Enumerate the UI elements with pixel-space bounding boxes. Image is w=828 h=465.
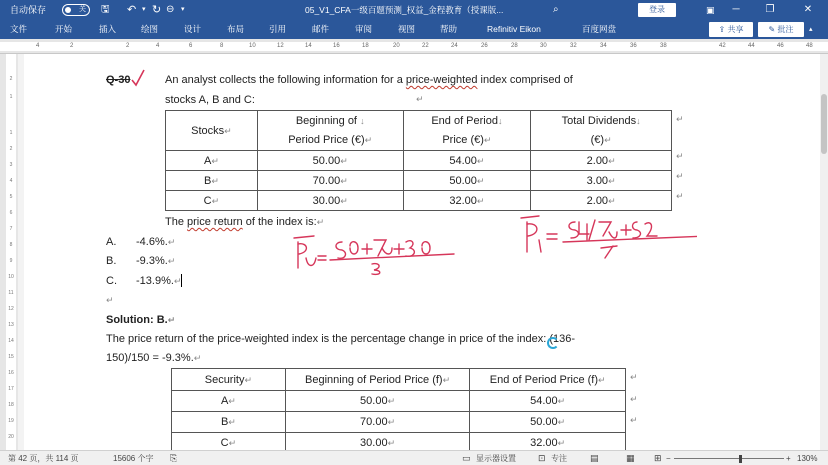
redo-icon[interactable]: ↻ [152, 4, 162, 16]
ruler-number: 10 [249, 43, 256, 49]
web-layout-icon[interactable]: ⊞ [654, 453, 662, 463]
ruler-number: 44 [748, 43, 755, 49]
vruler-number: 4 [9, 178, 13, 184]
tab-file[interactable]: 文件 [10, 24, 28, 34]
vruler-number: 2 [9, 76, 13, 82]
tab-help[interactable]: 帮助 [440, 24, 458, 34]
horizontal-ruler[interactable] [0, 39, 828, 54]
header-end-price: End of Period↓ Price (€)↵ [403, 111, 531, 151]
table-cell: C↵ [166, 191, 258, 211]
question-prompt: The price return of the index is:↵ [165, 216, 325, 228]
ruler-number: 46 [777, 43, 784, 49]
ruler-number: 6 [189, 43, 193, 49]
ruler-number: 24 [451, 43, 458, 49]
row-end-mark: ↵ [676, 191, 684, 201]
option-letter: A. [106, 236, 117, 248]
table-row [172, 412, 626, 433]
vruler-number: 1 [9, 94, 13, 100]
autosave-state: 关 [79, 6, 86, 13]
checkmark-annotation [131, 68, 145, 88]
header-security: Security↵ [172, 369, 286, 391]
page-counter[interactable]: 第 42 页，共 114 页 [8, 454, 79, 463]
table-cell: C↵ [172, 433, 286, 454]
header-total-dividends: Total Dividends↓ (€)↵ [531, 111, 672, 151]
toggle-knob [65, 7, 71, 13]
zoom-in-button[interactable]: + [786, 454, 791, 463]
ribbon-tabs [0, 20, 828, 39]
ruler-number: 34 [600, 43, 607, 49]
print-layout-icon[interactable]: ▦ [626, 453, 635, 463]
vruler-number: 17 [8, 386, 14, 392]
price-return-highlight: price return [187, 216, 243, 228]
table-row [166, 191, 672, 211]
vruler-number: 16 [8, 370, 14, 376]
table-cell: 30.00↵ [285, 433, 470, 454]
scrollbar-thumb[interactable] [821, 94, 827, 154]
tab-refinitiv-eikon[interactable]: Refinitiv Eikon [487, 24, 541, 34]
vruler-number: 2 [9, 146, 13, 152]
prompt-post: of the index is: [245, 216, 317, 228]
ruler-number: 12 [277, 43, 284, 49]
ruler-number: 20 [393, 43, 400, 49]
ruler-number: 22 [422, 43, 429, 49]
minimize-icon[interactable]: ─ [732, 4, 740, 15]
read-mode-icon[interactable]: ▤ [590, 453, 599, 463]
word-count[interactable]: 15606 个字 [113, 454, 154, 463]
handwritten-formula-p1 [517, 212, 697, 264]
table-cell: B↵ [166, 171, 258, 191]
table-cell: B↵ [172, 412, 286, 433]
table-cell: 70.00↵ [257, 171, 403, 191]
option-a-text: -4.6%.↵ [136, 236, 176, 248]
ruler-number: 48 [806, 43, 813, 49]
price-weighted-highlight: price-weighted [405, 74, 478, 86]
search-icon[interactable]: ⌕ [553, 4, 559, 15]
share-icon: ⇪ [718, 25, 726, 34]
vruler-number: 7 [9, 226, 13, 232]
share-label: 共享 [727, 25, 744, 34]
row-end-mark: ↵ [676, 151, 684, 161]
solution-text-line-2: 150)/150 = -9.3%.↵ [106, 352, 202, 364]
vruler-number: 8 [9, 242, 13, 248]
focus-label[interactable]: 专注 [551, 454, 567, 463]
question-text-line-2: stocks A, B and C: [165, 94, 255, 106]
tab-baidu-netdisk[interactable]: 百度网盘 [582, 24, 617, 34]
zoom-slider-thumb[interactable] [739, 455, 742, 463]
option-a [106, 236, 116, 248]
table-row [166, 151, 672, 171]
status-bar [0, 450, 828, 465]
vruler-number: 11 [8, 290, 14, 296]
table-cell: 70.00↵ [285, 412, 470, 433]
table-cell: 32.00↵ [470, 433, 626, 454]
table-header-row [172, 369, 626, 391]
save-icon[interactable]: 🖫 [101, 4, 110, 15]
paragraph-mark: ↵ [416, 94, 424, 104]
option-letter: B. [106, 255, 117, 267]
login-button[interactable]: 登录 [638, 3, 676, 17]
ruler-number: 32 [570, 43, 577, 49]
vruler-number: 13 [8, 322, 14, 328]
tab-design[interactable]: 设计 [184, 24, 202, 34]
ruler-number: 26 [481, 43, 488, 49]
document-title: 05_V1_CFA一级百题预测_权益_金程教育（授课版... [305, 5, 504, 15]
option-c [106, 275, 117, 287]
header-end-period-price: End of Period Price (f)↵ [470, 369, 626, 391]
zoom-out-button[interactable]: − [666, 454, 671, 463]
vruler-number: 20 [8, 434, 14, 440]
comments-label: 批注 [777, 25, 794, 34]
autosave-toggle[interactable] [62, 4, 90, 16]
ruler-number: 14 [305, 43, 312, 49]
vruler-number: 14 [8, 338, 14, 344]
undo-dropdown-icon[interactable]: ▾ [142, 6, 146, 13]
zoom-slider[interactable] [674, 458, 784, 459]
display-settings-label[interactable]: 显示器设置 [476, 454, 516, 463]
prompt-pre: The [165, 216, 184, 228]
table-cell: 54.00↵ [470, 391, 626, 412]
ruler-number: 30 [540, 43, 547, 49]
vruler-number: 10 [8, 274, 14, 280]
option-c-text: -13.9%.↵ [136, 275, 182, 287]
ruler-number: 28 [511, 43, 518, 49]
display-settings-icon[interactable]: ▭ [462, 453, 471, 463]
question-text-part-2: index comprised of [480, 74, 573, 86]
ruler-number: 4 [156, 43, 160, 49]
table-cell: 50.00↵ [285, 391, 470, 412]
header-stocks: Stocks↵ [166, 111, 258, 151]
row-end-mark: ↵ [630, 372, 638, 382]
text-cursor [181, 274, 182, 287]
paragraph-mark: ↵ [106, 295, 114, 305]
option-b [106, 255, 116, 267]
row-end-mark: ↵ [676, 171, 684, 181]
tab-review[interactable]: 审阅 [355, 24, 373, 34]
vruler-number: 6 [9, 210, 13, 216]
solution-text-line-1: The price return of the price-weighted index is the percentage change in price of the index: (136- [106, 333, 575, 345]
ruler-number: 42 [719, 43, 726, 49]
proofing-icon[interactable]: ⎘ [170, 453, 178, 463]
comment-icon: ✎ [768, 25, 776, 34]
restore-icon[interactable]: ❐ [765, 4, 775, 15]
stock-price-table [165, 110, 672, 211]
customize-toolbar-icon[interactable]: ⊖ [166, 4, 175, 15]
table-header-row [166, 111, 672, 151]
vruler-number: 19 [8, 418, 14, 424]
ruler-number: 36 [630, 43, 637, 49]
vruler-number: 18 [8, 402, 14, 408]
option-b-text: -9.3%.↵ [136, 255, 176, 267]
table-row [166, 171, 672, 191]
ruler-number: 16 [333, 43, 340, 49]
table-cell: 30.00↵ [257, 191, 403, 211]
undo-icon[interactable]: ↶ [127, 4, 137, 16]
table-cell: A↵ [166, 151, 258, 171]
vruler-number: 15 [8, 354, 14, 360]
question-text-line-1 [165, 74, 573, 86]
vruler-number: 1 [9, 130, 13, 136]
solution-label: Solution: B.↵ [106, 314, 176, 326]
document-page[interactable] [24, 54, 828, 450]
title-bar [0, 0, 828, 20]
table-cell: 50.00↵ [257, 151, 403, 171]
row-end-mark: ↵ [630, 394, 638, 404]
tab-draw[interactable]: 绘图 [141, 24, 159, 34]
table-cell: 3.00↵ [531, 171, 672, 191]
handwritten-formula-p0 [286, 220, 466, 276]
focus-icon[interactable]: ⊡ [538, 453, 546, 463]
tab-mailings[interactable]: 邮件 [312, 24, 330, 34]
vruler-number: 5 [9, 194, 13, 200]
ribbon-collapse-icon[interactable]: ▴ [809, 26, 813, 33]
question-number: Q-30 [106, 74, 131, 86]
ruler-number: 18 [362, 43, 369, 49]
vertical-ruler[interactable] [0, 54, 18, 450]
comments-button[interactable] [758, 22, 804, 37]
ruler-number: 38 [660, 43, 667, 49]
table-cell: 32.00↵ [403, 191, 531, 211]
table-cell: A↵ [172, 391, 286, 412]
tab-view[interactable]: 视图 [398, 24, 416, 34]
tab-insert[interactable]: 插入 [99, 24, 117, 34]
table-cell: 50.00↵ [470, 412, 626, 433]
ruler-number: 4 [36, 43, 40, 49]
ribbon-display-icon[interactable]: ▣ [706, 5, 715, 15]
zoom-level[interactable]: 130% [797, 454, 818, 463]
vruler-number: 9 [9, 258, 13, 264]
share-button[interactable] [709, 22, 753, 37]
autosave-label: 自动保存 [10, 5, 47, 15]
toolbar-dropdown-icon[interactable]: ▾ [181, 6, 185, 13]
table-cell: 2.00↵ [531, 191, 672, 211]
question-text-part-1: An analyst collects the following information for a [165, 74, 403, 86]
vruler-number: 12 [8, 306, 14, 312]
close-icon[interactable]: ✕ [803, 4, 813, 15]
tab-references[interactable]: 引用 [269, 24, 287, 34]
row-end-mark: ↵ [676, 114, 684, 124]
security-price-table [171, 368, 626, 454]
busy-cursor-icon [547, 337, 559, 349]
table-cell: 54.00↵ [403, 151, 531, 171]
tab-layout[interactable]: 布局 [227, 24, 245, 34]
ruler-number: 2 [126, 43, 130, 49]
table-cell: 2.00↵ [531, 151, 672, 171]
table-row [172, 391, 626, 412]
row-end-mark: ↵ [630, 415, 638, 425]
tab-home[interactable]: 开始 [55, 24, 73, 34]
vruler-number: 3 [9, 162, 13, 168]
ruler-band [0, 42, 828, 51]
ruler-number: 8 [220, 43, 224, 49]
option-letter: C. [106, 275, 117, 287]
table-cell: 50.00↵ [403, 171, 531, 191]
vertical-scrollbar[interactable] [820, 54, 828, 450]
header-beginning-period-price: Beginning of Period Price (f)↵ [285, 369, 470, 391]
ruler-number: 2 [70, 43, 74, 49]
header-beginning-price: Beginning of ↓ Period Price (€)↵ [257, 111, 403, 151]
